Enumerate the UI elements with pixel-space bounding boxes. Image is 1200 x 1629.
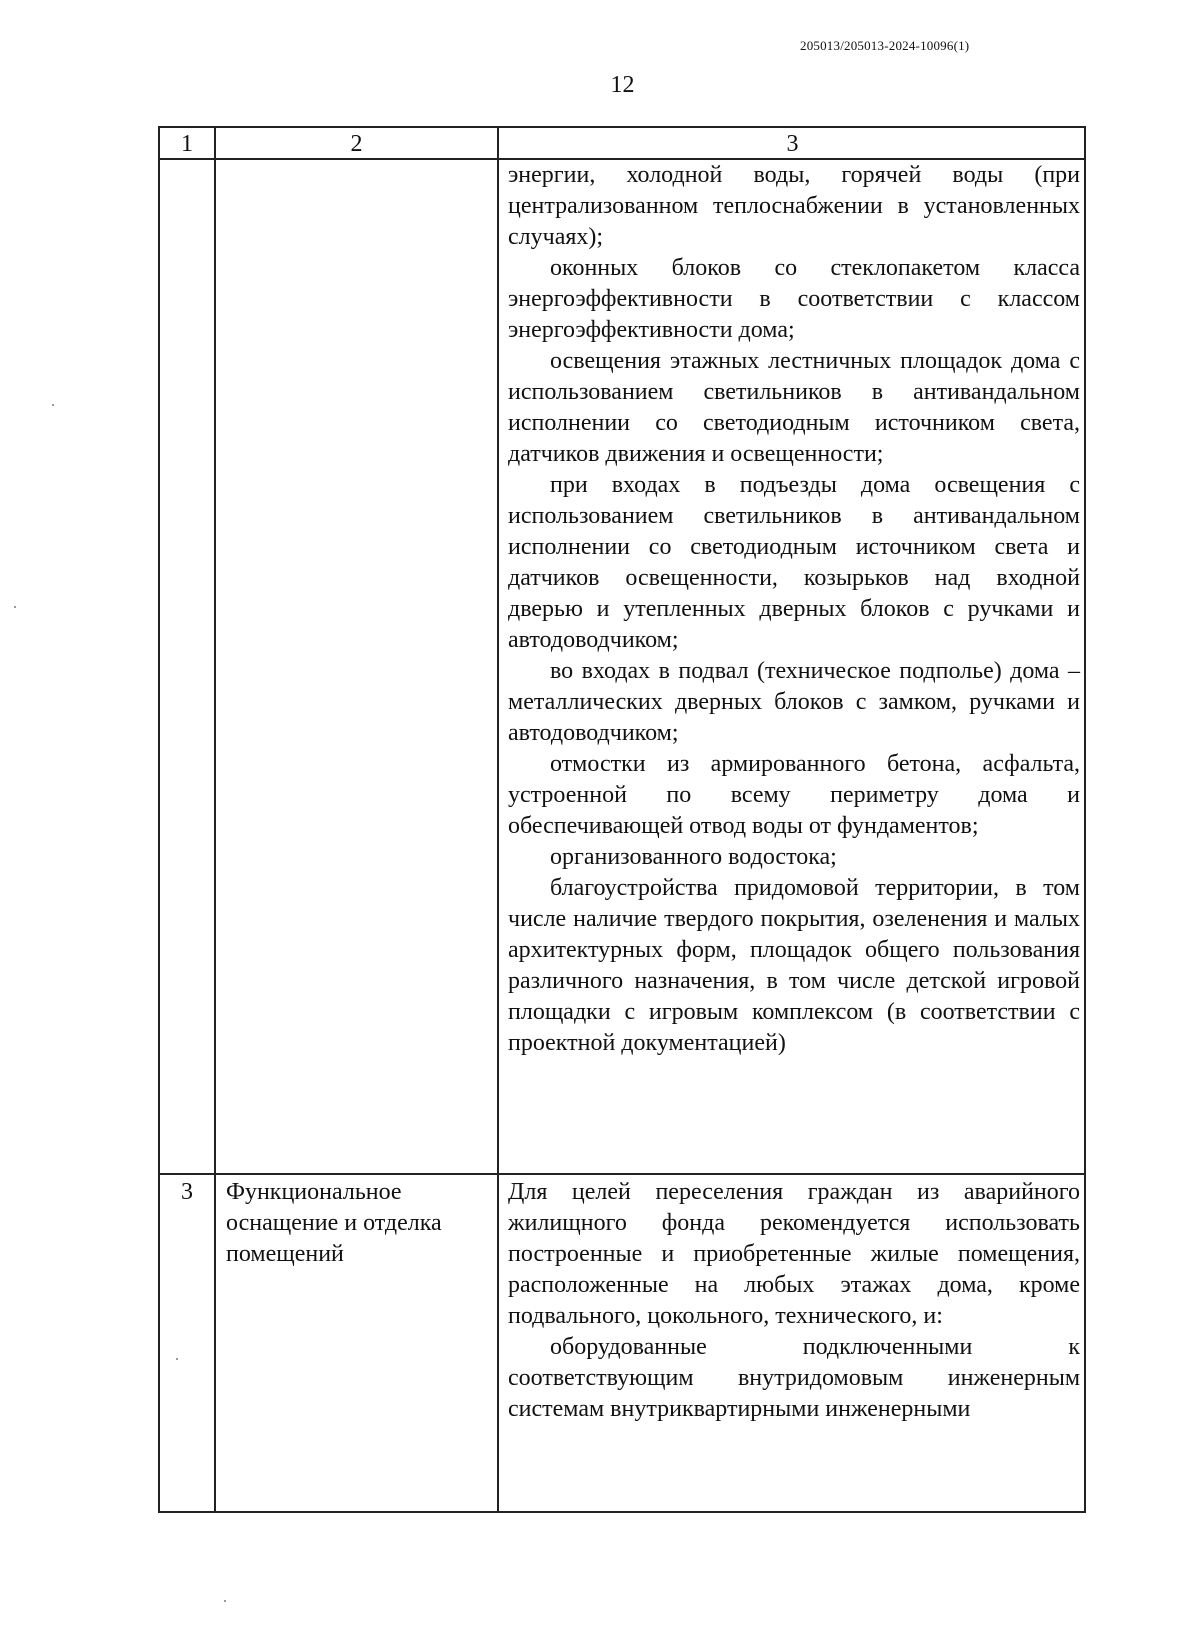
row-3-paragraph: Для целей переселения граждан из аварийного жилищного фонда рекомендуется использовать построенные и приобретенные жилые помещения, расположенные на любых этажах дома, кроме подвального, цокольного, технического, и: bbox=[508, 1179, 1080, 1329]
continued-row-paragraph: организованного водостока; bbox=[550, 844, 837, 870]
column-divider bbox=[497, 128, 499, 1511]
scan-speck bbox=[176, 1358, 178, 1360]
page-number: 12 bbox=[610, 72, 635, 98]
scan-speck bbox=[224, 1600, 226, 1602]
scan-speck bbox=[14, 606, 16, 608]
row-divider bbox=[160, 1173, 1084, 1175]
column-divider bbox=[214, 128, 216, 1511]
scan-speck bbox=[52, 404, 54, 406]
requirements-table bbox=[158, 126, 1086, 1513]
column-header-3: 3 bbox=[786, 131, 799, 157]
document-id: 205013/205013-2024-10096(1) bbox=[800, 38, 970, 53]
row-3-column-3 bbox=[508, 1177, 1080, 1425]
column-header-1: 1 bbox=[181, 131, 193, 157]
continued-row-paragraph: отмостки из армированного бетона, асфальта, устроенной по всему периметру дома и обеспечивающей отвод воды от фундаментов; bbox=[508, 751, 1080, 839]
row-3-paragraph: оборудованные подключенными к соответствующим внутридомовым инженерным системам внутриквартирными инженерными bbox=[508, 1334, 1080, 1422]
continued-row-paragraph: энергии, холодной воды, горячей воды (при централизованном теплоснабжении в установленных случаях); bbox=[508, 162, 1080, 250]
row-3-title-text: Функциональное оснащение и отделка помещений bbox=[226, 1179, 442, 1267]
continued-row-paragraph: во входах в подвал (техническое подполье) дома – металлических дверных блоков с замком, ручками и автодоводчиком; bbox=[508, 658, 1080, 746]
continued-row-paragraph: оконных блоков со стеклопакетом класса энергоэффективности в соответствии с классом энергоэффективности дома; bbox=[508, 255, 1080, 343]
continued-row-paragraph: освещения этажных лестничных площадок дома с использованием светильников в антивандальном исполнении со светодиодным источником света, датчиков движения и освещенности; bbox=[508, 348, 1080, 467]
row-3-title bbox=[226, 1177, 488, 1270]
column-header-2: 2 bbox=[350, 131, 363, 157]
continued-row-column-3 bbox=[508, 160, 1080, 1059]
row-3-number: 3 bbox=[181, 1179, 193, 1205]
continued-row-paragraph: благоустройства придомовой территории, в том числе наличие твердого покрытия, озеленения и малых архитектурных форм, площадок общего пользования различного назначения, в том числе детской игровой площадки с игровым комплексом (в соответствии с проектной документацией) bbox=[508, 875, 1080, 1056]
continued-row-paragraph: при входах в подъезды дома освещения с использованием светильников в антивандальном исполнении со светодиодным источником света и датчиков освещенности, козырьков над входной дверью и утепленных дверных блоков с ручками и автодоводчиком; bbox=[508, 472, 1080, 653]
